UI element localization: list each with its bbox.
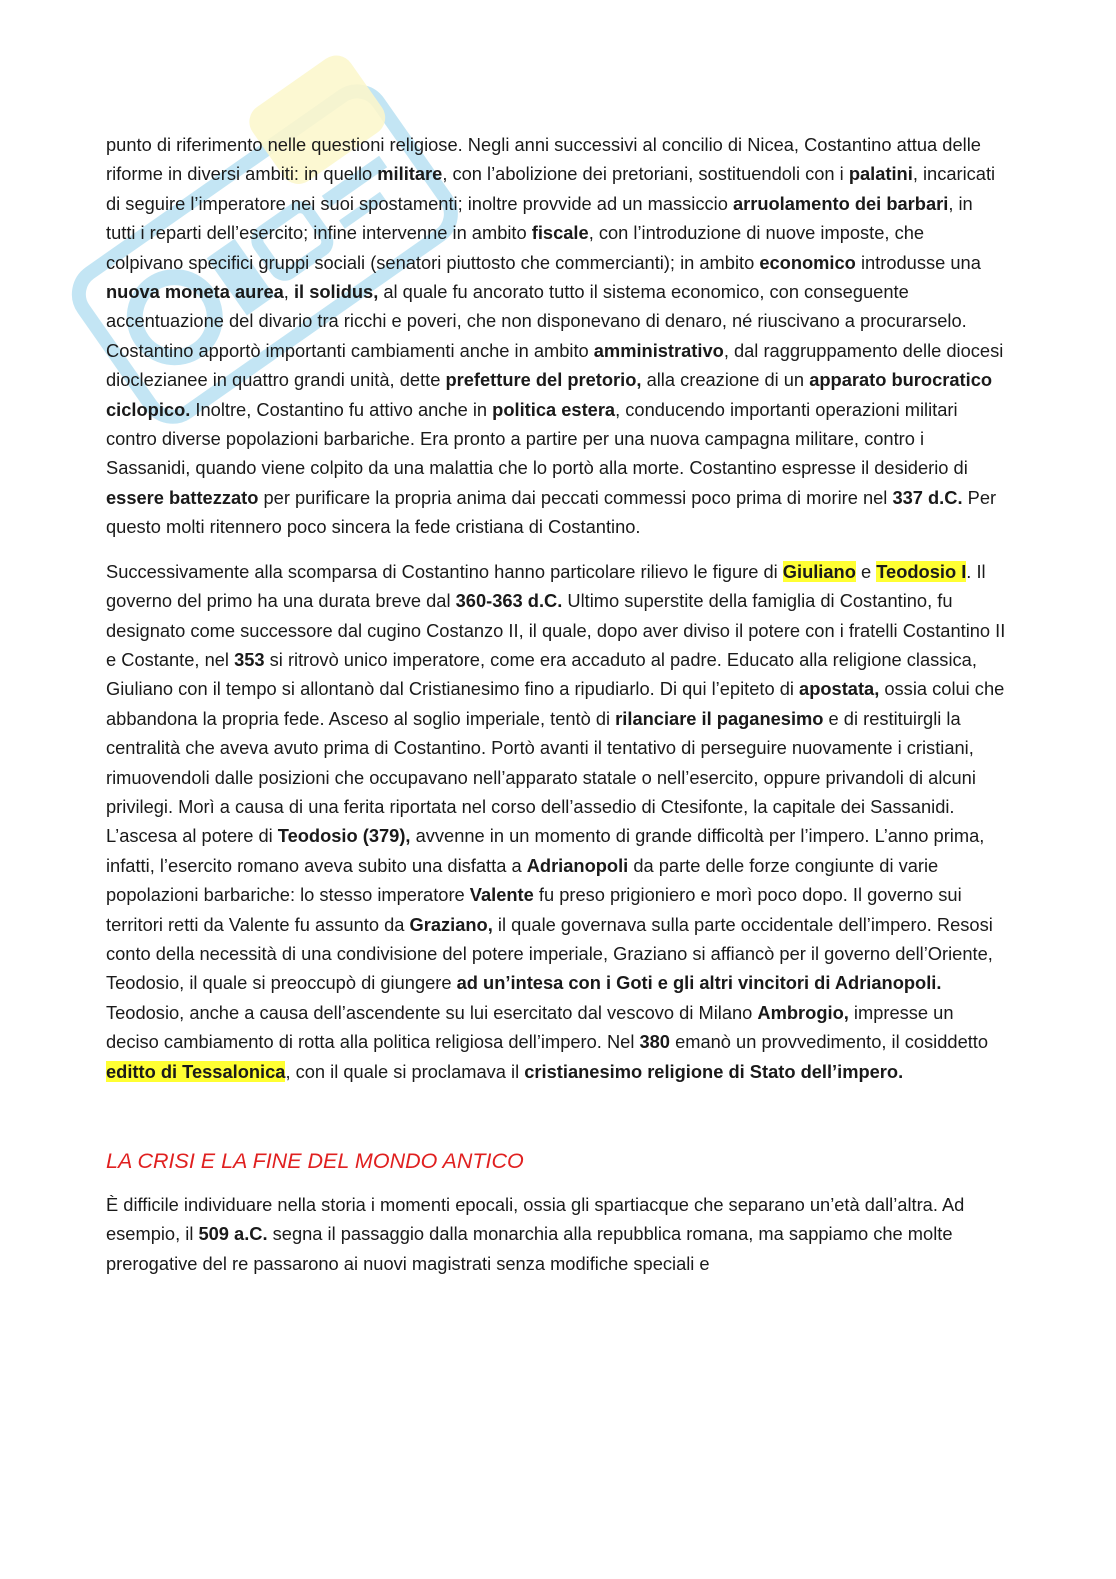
bold-term: nuova moneta aurea	[106, 281, 284, 303]
paragraph-crisi: È difficile individuare nella storia i momenti epocali, ossia gli spartiacque che separano un’età dall’altra. Ad esempio, il 509 a.C. segna il passaggio dalla monarchia alla repubblica romana, ma sappiamo che molte prerogative del re passarono ai nuovi magistrati senza modifiche speciali e	[106, 1194, 965, 1274]
bold-term: economico	[759, 251, 856, 273]
section-heading: LA CRISI E LA FINE DEL MONDO ANTICO	[106, 1149, 524, 1173]
bold-term: 509 a.C.	[198, 1223, 268, 1245]
bold-term: militare	[377, 163, 443, 185]
bold-term: fiscale	[531, 222, 589, 244]
highlighted-term: editto di Tessalonica	[106, 1060, 286, 1082]
bold-term: palatini	[848, 163, 913, 185]
paragraph-costantino: punto di riferimento nelle questioni religiose. Negli anni successivi al concilio di Nicea, Costantino attua delle riforme in diversi ambiti: in quello militare, con l’abolizione dei pretoriani, sostituendoli con i palatini, incaricati di seguire l’imperatore nei suoi spostamenti; inoltre provvide ad un massiccio arruolamento dei barbari, in tutti i reparti dell’esercito; infine intervenne in ambito fiscale, con l’introduzione di nuove imposte, che colpivano specifici gruppi sociali (senatori piuttosto che commercianti); in ambito economico introdusse una nuova moneta aurea, il solidus, al quale fu ancorato tutto il sistema economico, con conseguente accentuazione del divario tra ricchi e poveri, che non disponevano di denaro, né riuscivano a procurarselo. Costantino apportò importanti cambiamenti anche in ambito amministrativo, dal raggruppamento delle diocesi dioclezianee in quattro grandi unità, dette prefetture del pretorio, alla creazione di un apparato burocratico ciclopico. Inoltre, Costantino fu attivo anche in politica estera, conducendo importanti operazioni militari contro diverse popolazioni barbariche. Era pronto a partire per una nuova campagna militare, contro i Sassanidi, quando viene colpito da una malattia che lo portò alla morte. Costantino espresse il desiderio di essere battezzato per purificare la propria anima dai peccati commessi poco prima di morire nel 337 d.C. Per questo molti ritennero poco sincera la fede cristiana di Costantino.	[106, 134, 1004, 538]
highlighted-term: Teodosio I	[876, 560, 967, 582]
bold-term: politica estera	[492, 398, 616, 420]
highlighted-term: Giuliano	[782, 560, 856, 582]
bold-term: arruolamento dei barbari	[732, 192, 949, 214]
bold-term: ad un’intesa con i Goti e gli altri vincitori di Adrianopoli.	[456, 972, 942, 994]
bold-term: Valente	[469, 884, 534, 906]
bold-term: il solidus,	[293, 281, 379, 303]
bold-term: 360-363 d.C.	[455, 590, 563, 612]
paragraph-giuliano-teodosio: Successivamente alla scomparsa di Costantino hanno particolare rilievo le figure di Giuliano e Teodosio I. Il governo del primo ha una durata breve dal 360-363 d.C. Ultimo superstite della famiglia di Costantino, fu designato come successore dal cugino Costanzo II, il quale, dopo aver diviso il potere con i fratelli Costantino II e Costante, nel 353 si ritrovò unico imperatore, come era accaduto al padre. Educato alla religione classica, Giuliano con il tempo si allontanò dal Cristianesimo fino a ripudiarlo. Di qui l’epiteto di apostata, ossia colui che abbandona la propria fede. Asceso al soglio imperiale, tentò di rilanciare il paganesimo e di restituirgli la centralità che aveva avuto prima di Costantino. Portò avanti il tentativo di perseguire nuovamente i cristiani, rimuovendoli dalle posizioni che occupavano nell’apparato statale o nell’esercito, oppure privandoli di alcuni privilegi. Morì a causa di una ferita riportata nel corso dell’assedio di Ctesifonte, la capitale dei Sassanidi. L’ascesa al potere di Teodosio (379), avvenne in un momento di grande difficoltà per l’impero. L’anno prima, infatti, l’esercito romano aveva subito una disfatta a Adrianopoli da parte delle forze congiunte di varie popolazioni barbariche: lo stesso imperatore Valente fu preso prigioniero e morì poco dopo. Il governo sui territori retti da Valente fu assunto da Graziano, il quale governava sulla parte occidentale dell’impero. Resosi conto della necessità di una condivisione del potere imperiale, Graziano si affiancò per il governo dell’Oriente, Teodosio, il quale si preoccupò di giungere ad un’intesa con i Goti e gli altri vincitori di Adrianopoli. Teodosio, anche a causa dell’ascendente su lui esercitato dal vescovo di Milano Ambrogio, impresse un deciso cambiamento di rotta alla politica religiosa dell’impero. Nel 380 emanò un provvedimento, il cosiddetto editto di Tessalonica, con il quale si proclamava il cristianesimo religione di Stato dell’impero.	[106, 560, 1006, 1082]
bold-term: rilanciare il paganesimo	[615, 707, 824, 729]
bold-term: prefetture del pretorio,	[445, 369, 642, 391]
bold-term: amministrativo	[593, 339, 724, 361]
bold-term: apostata,	[799, 678, 880, 700]
bold-term: 337 d.C.	[892, 486, 963, 508]
bold-term: 380	[639, 1031, 670, 1053]
bold-term: essere battezzato	[106, 486, 259, 508]
document-body	[106, 130, 1006, 1293]
bold-term: Graziano,	[409, 913, 493, 935]
bold-term: cristianesimo religione di Stato dell’impero.	[524, 1060, 904, 1082]
bold-term: 353	[234, 648, 265, 670]
bold-term: Teodosio (379),	[277, 825, 411, 847]
bold-term: Adrianopoli	[526, 854, 629, 876]
bold-term: Ambrogio,	[757, 1001, 849, 1023]
bold-term: apparato burocratico ciclopico.	[106, 369, 993, 420]
